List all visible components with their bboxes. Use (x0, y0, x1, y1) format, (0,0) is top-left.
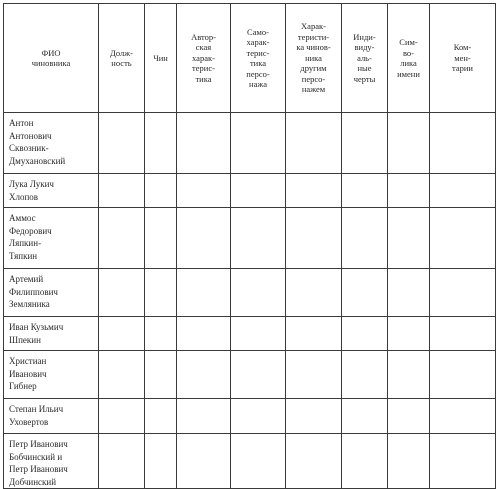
table-cell[interactable] (430, 351, 496, 399)
table-cell[interactable] (145, 113, 177, 174)
table-cell[interactable] (145, 399, 177, 434)
table-cell[interactable] (286, 113, 342, 174)
header-author-characteristic (177, 4, 231, 113)
table-cell[interactable] (231, 174, 286, 208)
table-cell[interactable] (430, 434, 496, 489)
table-cell[interactable] (342, 351, 388, 399)
table-cell[interactable] (430, 399, 496, 434)
header-self-characteristic (231, 4, 286, 113)
table-cell[interactable] (430, 269, 496, 317)
header-label: Сим- во- лика имени (397, 37, 420, 79)
table-cell[interactable] (145, 351, 177, 399)
table-cell[interactable] (430, 174, 496, 208)
table-cell[interactable] (99, 113, 145, 174)
table-cell[interactable] (342, 399, 388, 434)
header-label: Ком- мен- тарии (452, 42, 473, 74)
table-cell[interactable] (342, 269, 388, 317)
table-cell[interactable] (388, 399, 430, 434)
table-cell[interactable] (177, 269, 231, 317)
header-label: Долж- ность (110, 47, 133, 68)
header-label: Само- харак- терис- тика персо- нажа (246, 26, 270, 89)
table-cell[interactable] (177, 113, 231, 174)
table-cell[interactable] (177, 317, 231, 351)
table-header-row (4, 4, 496, 113)
official-name: Иван Кузьмич Шпекин (4, 317, 99, 351)
table-cell[interactable] (388, 208, 430, 269)
header-label: Автор- ская харак- терис- тика (191, 31, 216, 84)
table-cell[interactable] (286, 434, 342, 489)
official-name: Артемий Филиппович Земляника (4, 269, 99, 317)
official-name: Лука Лукич Хлопов (4, 174, 99, 208)
table-cell[interactable] (342, 208, 388, 269)
table-cell[interactable] (430, 208, 496, 269)
official-name: Христиан Иванович Гибнер (4, 351, 99, 399)
table-cell[interactable] (145, 174, 177, 208)
table-cell[interactable] (177, 351, 231, 399)
table-row (4, 351, 496, 399)
table-cell[interactable] (177, 208, 231, 269)
header-label: Чин (153, 52, 168, 63)
table-cell[interactable] (388, 269, 430, 317)
header-label: Инди- виду- аль- ные черты (353, 31, 376, 84)
table-cell[interactable] (99, 351, 145, 399)
table-cell[interactable] (145, 317, 177, 351)
header-position (99, 4, 145, 113)
table-row (4, 208, 496, 269)
table-cell[interactable] (286, 317, 342, 351)
table-cell[interactable] (177, 174, 231, 208)
table-cell[interactable] (177, 434, 231, 489)
table-cell[interactable] (99, 208, 145, 269)
table-cell[interactable] (286, 399, 342, 434)
table-cell[interactable] (177, 399, 231, 434)
official-name: Степан Ильич Уховертов (4, 399, 99, 434)
table-cell[interactable] (388, 351, 430, 399)
header-label: ФИО чиновника (31, 47, 71, 68)
table-cell[interactable] (342, 317, 388, 351)
table-cell[interactable] (388, 317, 430, 351)
table-cell[interactable] (231, 208, 286, 269)
table-cell[interactable] (388, 113, 430, 174)
official-name: Антон Антонович Сквозник- Дмухановский (4, 113, 99, 174)
table-cell[interactable] (99, 174, 145, 208)
table-row (4, 434, 496, 489)
table-cell[interactable] (145, 434, 177, 489)
table-row (4, 269, 496, 317)
table-cell[interactable] (145, 269, 177, 317)
table-cell[interactable] (231, 113, 286, 174)
official-name: Петр Иванович Бобчинский и Петр Иванович Добчинский (4, 434, 99, 489)
table-cell[interactable] (231, 399, 286, 434)
table-cell[interactable] (342, 113, 388, 174)
table-cell[interactable] (99, 269, 145, 317)
officials-table (3, 3, 496, 489)
table-cell[interactable] (99, 317, 145, 351)
table-cell[interactable] (286, 269, 342, 317)
header-other-characteristic (286, 4, 342, 113)
table-cell[interactable] (342, 434, 388, 489)
table-cell[interactable] (231, 351, 286, 399)
document-page (3, 3, 495, 486)
table-cell[interactable] (231, 434, 286, 489)
table-cell[interactable] (388, 174, 430, 208)
table-cell[interactable] (145, 208, 177, 269)
table-cell[interactable] (342, 174, 388, 208)
header-fio (4, 4, 99, 113)
table-cell[interactable] (231, 317, 286, 351)
header-rank (145, 4, 177, 113)
table-cell[interactable] (231, 269, 286, 317)
table-cell[interactable] (99, 434, 145, 489)
table-cell[interactable] (286, 351, 342, 399)
table-cell[interactable] (286, 208, 342, 269)
header-label: Харак- теристи- ка чинов- ника другим персо- нажем (296, 21, 331, 95)
header-individual-traits (342, 4, 388, 113)
header-comments (430, 4, 496, 113)
table-cell[interactable] (99, 399, 145, 434)
official-name: Аммос Федорович Ляпкин- Тяпкин (4, 208, 99, 269)
table-cell[interactable] (430, 113, 496, 174)
table-row (4, 317, 496, 351)
table-cell[interactable] (286, 174, 342, 208)
table-cell[interactable] (430, 317, 496, 351)
table-cell[interactable] (388, 434, 430, 489)
table-row (4, 113, 496, 174)
table-row (4, 174, 496, 208)
table-row (4, 399, 496, 434)
header-name-symbolism (388, 4, 430, 113)
